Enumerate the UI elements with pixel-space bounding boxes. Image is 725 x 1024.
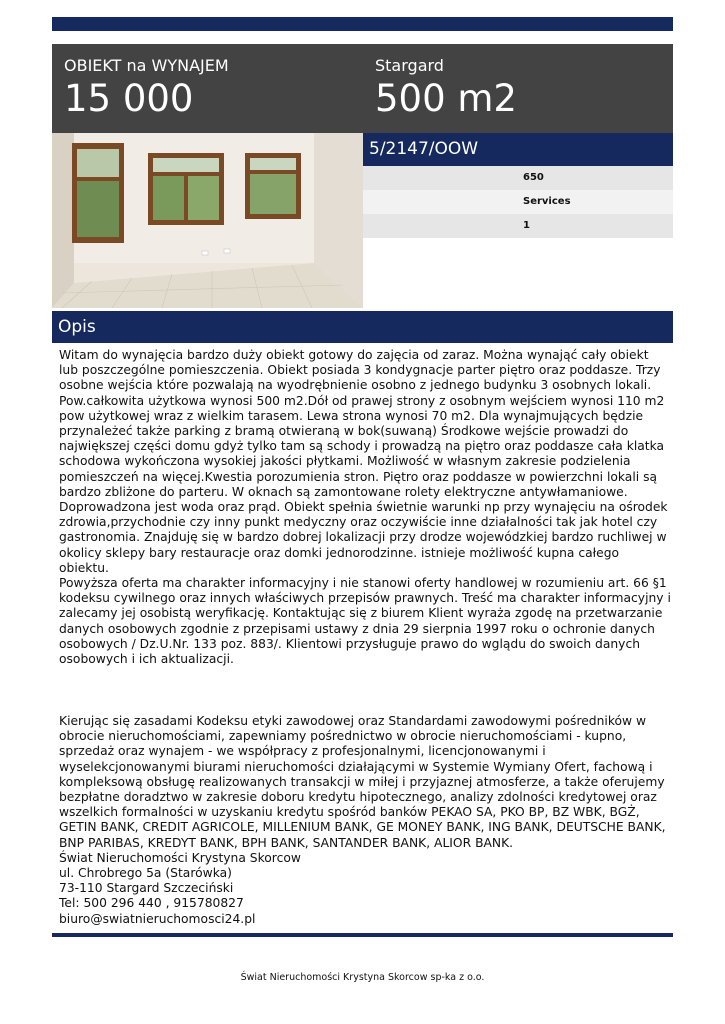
info-row-1: 650 [363, 166, 673, 190]
listing-header [52, 44, 673, 133]
reference-number: 5/2147/OOW [363, 133, 673, 166]
room-photo-illustration [52, 133, 363, 308]
footer-company: Świat Nieruchomości Krystyna Skorcow sp-ka z o.o. [240, 972, 485, 983]
info-row-3: 1 [363, 214, 673, 238]
bottom-accent-bar [52, 933, 673, 937]
listing-city: Stargard [375, 56, 444, 75]
property-photo [52, 133, 363, 308]
header-left [64, 56, 229, 120]
listing-type: OBIEKT na WYNAJEM [64, 56, 229, 75]
description-text: Witam do wynajęcia bardzo duży obiekt gotowy do zajęcia od zaraz. Można wynająć cały obiekt lub poszczególne pomieszczenia. Obiekt posiada 3 kondygnacje parter piętro oraz poddasze. Trzy osobne wejścia które pozwalają na wyodrębnienie osobno z jednego budynku 3 osobnych lokali. Pow.całkowita użytkowa wynosi 500 m2.Dół od prawej strony z osobnym wejściem wynosi 110 m2 pow użytkowej wraz z wielkim tarasem. Lewa strona wynosi 70 m2. Dla wynajmujących będzie przynależeć także parking z bramą otwieraną w bok(suwaną) Środkowe wejście prowadzi do największej części domu gdyż tylko tam są schody i prowadzą na piętro oraz poddasze cała klatka schodowa wykończona wysokiej jakości płytkami. Możliwość w własnym zakresie podzielenia pomieszczeń na więcej.Kwestia porozumienia stron. Piętro oraz poddasze w powierzchni lokali są bardzo zbliżone do parteru. W oknach są zamontowane rolety elektryczne antywłamaniowe. Doprowadzona jest woda oraz prąd. Obiekt spełnia świetnie warunki np przy wynajęciu na ośrodek zdrowia,przychodnie czy inny punkt medyczny oraz oczywiście inne działalności tak jak hotel czy gastronomia. Znajduję się w bardzo dobrej lokalizacji przy drodze wojewódzkiej bardzo ruchliwej w okolicy sklepy bary restauracje oraz domki jednorodzinne. istnieje możliwość kupna całego obiektu. Powyższa oferta ma charakter informacyjny i nie stanowi oferty handlowej w rozumieniu art. 66 §1 kodeksu cywilnego oraz innych właściwych przepisów prawnych. Treść ma charakter informacyjny i zalecamy jej osobistą weryfikację. Kontaktując się z biurem Klient wyraża zgodę na przetwarzanie danych osobowych zgodnie z przepisami ustawy z dnia 29 sierpnia 1997 roku o ochronie danych osobowych / Dz.U.Nr. 133 poz. 883/. Klientowi przysługuje prawo do wglądu do swoich danych osobowych i ich aktualizacji. [59, 348, 671, 667]
top-accent-bar [52, 17, 673, 31]
section-title-opis: Opis [52, 311, 673, 343]
listing-area: 500 m2 [375, 77, 517, 120]
header-right [375, 56, 517, 120]
info-table [363, 166, 673, 238]
info-row-2: Services [363, 190, 673, 214]
agency-info-text: Kierując się zasadami Kodeksu etyki zawodowej oraz Standardami zawodowymi pośredników w obrocie nieruchomościami, zapewniamy pośrednictwo w obrocie nieruchomościami - kupno, sprzedaż oraz wynajem - we współpracy z profesjonalnymi, licencjonowanymi i wyselekcjonowanymi biurami nieruchomości działającymi w Systemie Wymiany Ofert, fachową i kompleksową obsługę realizowanych transakcji w miłej i przyjaznej atmosferze, a także oferujemy bezpłatne doradztwo w zakresie doboru kredytu hipotecznego, analizy zdolności kredytowej oraz wszelkich formalności w uzyskaniu kredytu spośród banków PEKAO SA, PKO BP, BZ WBK, BGŻ, GETIN BANK, CREDIT AGRICOLE, MILLENIUM BANK, GE MONEY BANK, ING BANK, DEUTSCHE BANK, BNP PARIBAS, KREDYT BANK, BPH BANK, SANTANDER BANK, ALIOR BANK. Świat Nieruchomości Krystyna Skorcow ul. Chrobrego 5a (Starówka) 73-110 Stargard Szczeciński Tel: 500 296 440 , 915780827 biuro@swiatnieruchomosci24.pl [59, 714, 666, 926]
listing-price: 15 000 [64, 77, 194, 120]
